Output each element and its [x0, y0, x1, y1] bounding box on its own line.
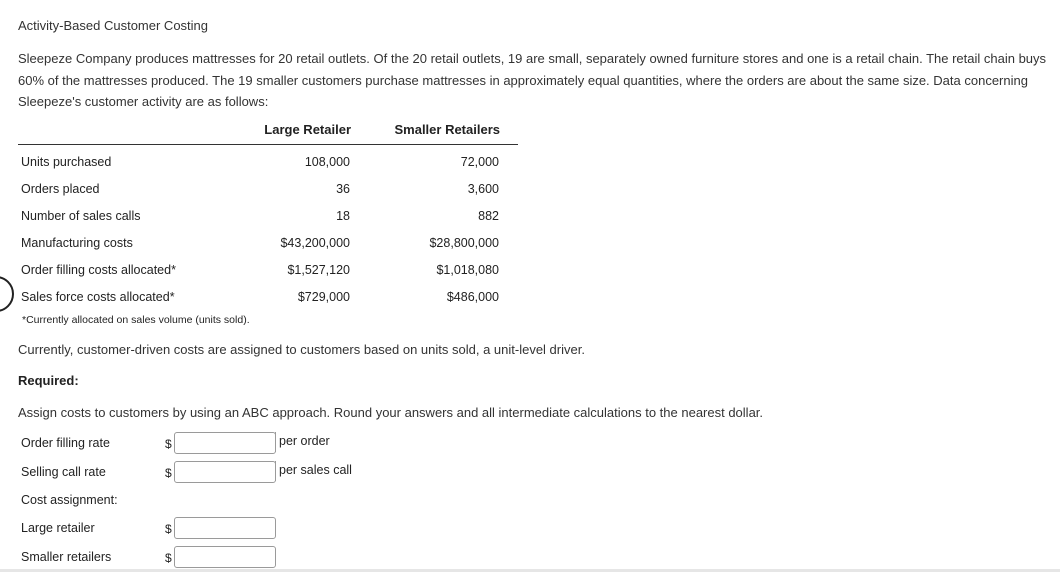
page-title: Activity-Based Customer Costing	[18, 18, 209, 33]
header-smaller-retailers: Smaller Retailers	[394, 122, 500, 137]
dollar-sign: $	[165, 522, 172, 536]
smaller-retailers-row	[21, 546, 621, 570]
row-label: Units purchased	[21, 155, 112, 169]
selling-call-unit: per sales call	[275, 461, 354, 481]
instructions: Assign costs to customers by using an ABC approach. Round your answers and all intermediate calculations to the nearest dollar.	[18, 405, 764, 420]
order-filling-rate-row	[21, 432, 621, 456]
row-label: Number of sales calls	[21, 209, 141, 223]
large-retailer-label: Large retailer	[21, 521, 95, 535]
small-value: $486,000	[446, 290, 499, 304]
table-header	[18, 119, 518, 145]
selling-call-rate-label: Selling call rate	[21, 465, 106, 479]
cost-assignment-label: Cost assignment:	[21, 493, 118, 507]
row-label: Manufacturing costs	[21, 236, 133, 250]
dollar-sign: $	[165, 437, 172, 451]
small-value: 882	[478, 209, 499, 223]
order-filling-rate-label: Order filling rate	[21, 436, 110, 450]
problem-intro: Sleepeze Company produces mattresses for 20 retail outlets. Of the 20 retail outlets, 19 are small, separately owned furniture stores and one is a retail chain. The retail chain buys 60% of the mattresses produced. The 19 smaller customers purchase mattresses in approximately equal quantities, where the orders are about the same size. Data concerning Sleepeze's customer activity are as follows:	[18, 51, 1047, 109]
large-value: $729,000	[297, 290, 350, 304]
required-heading: Required:	[18, 373, 79, 388]
table-row	[18, 150, 518, 177]
selling-call-rate-input[interactable]	[174, 461, 276, 483]
table-row	[18, 285, 518, 312]
small-value: 3,600	[467, 182, 499, 196]
large-retailer-input[interactable]	[174, 517, 276, 539]
row-label: Sales force costs allocated*	[21, 290, 175, 304]
table-row	[18, 204, 518, 231]
large-retailer-row	[21, 517, 621, 541]
large-value: $1,527,120	[287, 263, 350, 277]
large-value: 108,000	[304, 155, 350, 169]
small-value: $1,018,080	[436, 263, 499, 277]
table-footnote: *Currently allocated on sales volume (units sold).	[22, 314, 250, 326]
focus-ring-marker	[0, 276, 14, 312]
smaller-retailers-input[interactable]	[174, 546, 276, 568]
small-value: 72,000	[460, 155, 499, 169]
order-filling-rate-input[interactable]	[174, 432, 276, 454]
large-value: 18	[336, 209, 350, 223]
table-row	[18, 177, 518, 204]
header-large-retailer: Large Retailer	[264, 122, 351, 137]
large-value: $43,200,000	[280, 236, 350, 250]
table-row	[18, 231, 518, 258]
dollar-sign: $	[165, 466, 172, 480]
row-label: Order filling costs allocated*	[21, 263, 176, 277]
large-value: 36	[336, 182, 350, 196]
selling-call-rate-row	[21, 461, 621, 485]
dollar-sign: $	[165, 551, 172, 565]
driver-note: Currently, customer-driven costs are assigned to customers based on units sold, a unit-level driver.	[18, 342, 585, 357]
table-row	[18, 258, 518, 285]
customer-activity-table	[18, 119, 518, 312]
row-label: Orders placed	[21, 182, 100, 196]
small-value: $28,800,000	[429, 236, 499, 250]
order-filling-unit: per order	[275, 432, 332, 452]
smaller-retailers-label: Smaller retailers	[21, 550, 112, 564]
